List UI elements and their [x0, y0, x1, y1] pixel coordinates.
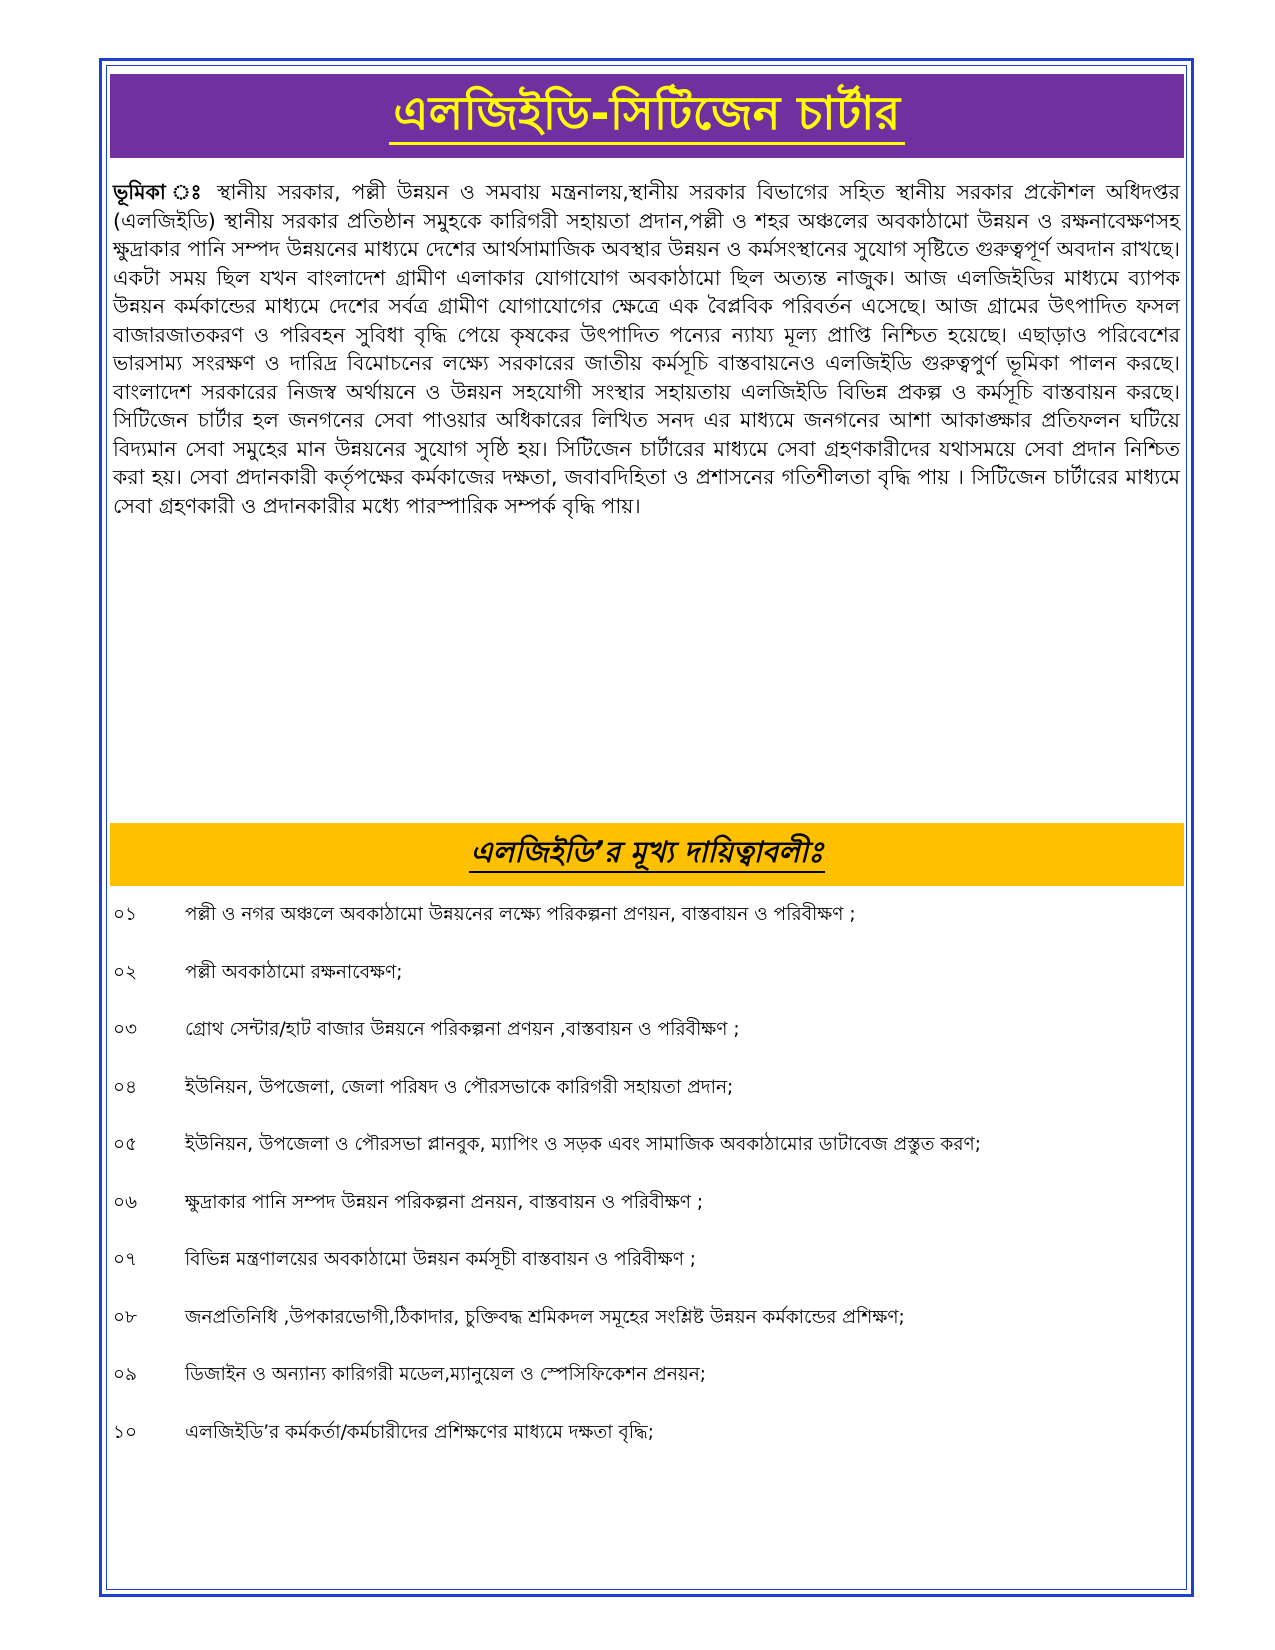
item-number: ০৫	[113, 1134, 138, 1155]
item-text: বিভিন্ন মন্ত্রণালয়ের অবকাঠামো উন্নয়ন কর্মসূচী বাস্তবায়ন ও পরিবীক্ষণ ;	[185, 1249, 697, 1270]
duties-banner	[110, 823, 1184, 886]
item-text: পল্লী অবকাঠামো রক্ষনাবেক্ষণ;	[185, 961, 403, 983]
title-banner	[110, 74, 1184, 158]
list-item	[113, 1132, 1180, 1190]
intro-body: স্থানীয় সরকার, পল্লী উন্নয়ন ও সমবায় মন্ত্রনালয়,স্থানীয় সরকার বিভাগের সহিত স্থানীয় সরকার প্রকৌশল অধিদপ্তর (এলজিইডি) স্থানীয় সরকার প্রতিষ্ঠান সমুহকে কারিগরী সহায়তা প্রদান,পল্লী ও শহর অঞ্চলের অবকাঠামো উন্নয়ন ও রক্ষনাবেক্ষণসহ ক্ষুদ্রাকার পানি সম্পদ উন্নয়নের মাধ্যমে দেশের আর্থসামাজিক অবস্থার উন্নয়ন ও কর্মসংস্থানের সুযোগ সৃষ্টিতে গুরুত্বপূর্ণ অবদান রাখছে। একটা সময় ছিল যখন বাংলাদেশ গ্রামীণ এলাকার যোগাযোগ অবকাঠামো ছিল অত্যন্ত নাজুক। আজ এলজিইডির মাধ্যমে ব্যাপক উন্নয়ন কর্মকান্ডের মাধ্যমে দেশের সর্বত্র গ্রামীণ যোগাযোগের ক্ষেত্রে এক বৈপ্লবিক পরিবর্তন এসেছে। আজ গ্রামের উৎপাদিত ফসল বাজারজাতকরণ ও পরিবহন সুবিধা বৃদ্ধি পেয়ে কৃষকের উৎপাদিত পন্যের ন্যায্য মূল্য প্রাপ্তি নিশ্চিত হয়েছে। এছাড়াও পরিবেশের ভারসাম্য সংরক্ষণ ও দারিদ্র বিমোচনের লক্ষ্যে সরকারের জাতীয় কর্মসূচি বাস্তবায়নেও এলজিইডি গুরুত্বপুর্ণ ভূমিকা পালন করছে। বাংলাদেশ সরকারের নিজস্ব অর্থায়নে ও উন্নয়ন সহযোগী সংস্থার সহায়তায় এলজিইডি বিভিন্ন প্রকল্প ও কর্মসূচি বাস্তবায়ন করছে। সিটিজেন চার্টার হল জনগনের সেবা পাওয়ার অধিকারের লিখিত সনদ এর মাধ্যমে জনগনের আশা আকাঙ্ক্ষার প্রতিফলন ঘটিয়ে বিদ্যমান সেবা সমুহের মান উন্নয়নের সুযোগ সৃষ্ঠি হয়। সিটিজেন চার্টারের মাধ্যমে সেবা গ্রহণকারীদের যথাসময়ে সেবা প্রদান নিশ্চিত করা হয়। সেবা প্রদানকারী কর্তৃপক্ষের কর্মকাজের দক্ষতা, জবাবদিহিতা ও প্রশাসনের গতিশীলতা বৃদ্ধি পায় । সিটিজেন চার্টারের মাধ্যমে সেবা গ্রহণকারী ও প্রদানকারীর মধ্যে পারস্পারিক সম্পর্ক বৃদ্ধি পায়।	[113, 180, 1180, 519]
list-item	[113, 1420, 1180, 1478]
item-text: গ্রোথ সেন্টার/হাট বাজার উন্নয়নে পরিকল্পনা প্রণয়ন ,বাস্তবায়ন ও পরিবীক্ষণ ;	[185, 1019, 740, 1040]
item-text: জনপ্রতিনিধি ,উপকারভোগী,ঠিকাদার, চুক্তিবদ্ধ শ্রমিকদল সমূহের সংশ্লিষ্ট উন্নয়ন কর্মকান্ডের প্রশিক্ষণ;	[185, 1306, 905, 1328]
item-number: ০৮	[113, 1306, 138, 1328]
item-number: ০৯	[113, 1364, 138, 1385]
list-item	[113, 1017, 1180, 1075]
item-number: ০২	[113, 961, 138, 983]
item-text: ক্ষুদ্রাকার পানি সম্পদ উন্নয়ন পরিকল্পনা প্রনয়ন, বাস্তবায়ন ও পরিবীক্ষণ ;	[185, 1191, 704, 1213]
item-text: এলজিইডি’র কর্মকর্তা/কর্মচারীদের প্রশিক্ষণের মাধ্যমে দক্ষতা বৃদ্ধি;	[185, 1421, 654, 1443]
page-title: এলজিইডি-সিটিজেন চার্টার	[389, 84, 904, 145]
item-text: ডিজাইন ও অন্যান্য কারিগরী মডেল,ম্যানুয়েল ও স্পেসিফিকেশন প্রনয়ন;	[185, 1364, 707, 1385]
intro-paragraph	[113, 178, 1180, 521]
duties-list	[113, 902, 1180, 1477]
list-item	[113, 1247, 1180, 1305]
list-item	[113, 1075, 1180, 1133]
list-item	[113, 902, 1180, 960]
list-item	[113, 1305, 1180, 1363]
item-text: ইউনিয়ন, উপজেলা, জেলা পরিষদ ও পৌরসভাকে কারিগরী সহায়তা প্রদান;	[185, 1076, 734, 1098]
intro-lead: ভূমিকা ঃ	[113, 180, 207, 204]
item-number: ০৬	[113, 1191, 138, 1213]
list-item	[113, 1362, 1180, 1420]
item-number: ০৭	[113, 1249, 138, 1270]
item-number: ০৩	[113, 1019, 138, 1040]
item-number: ১০	[113, 1421, 138, 1443]
duties-heading: এলজিইডি’র মূখ্য দায়িত্বাবলীঃ	[469, 833, 826, 873]
item-number: ০৪	[113, 1076, 138, 1098]
list-item	[113, 1190, 1180, 1248]
item-text: ইউনিয়ন, উপজেলা ও পৌরসভা প্লানবুক, ম্যাপিং ও সড়ক এবং সামাজিক অবকাঠামোর ডাটাবেজ প্রস্তুত করণ;	[185, 1134, 981, 1155]
list-item	[113, 960, 1180, 1018]
item-number: ০১	[113, 904, 138, 925]
item-text: পল্লী ও নগর অঞ্চলে অবকাঠামো উন্নয়নের লক্ষ্যে পরিকল্পনা প্রণয়ন, বাস্তবায়ন ও পরিবীক্ষণ ;	[185, 904, 856, 925]
